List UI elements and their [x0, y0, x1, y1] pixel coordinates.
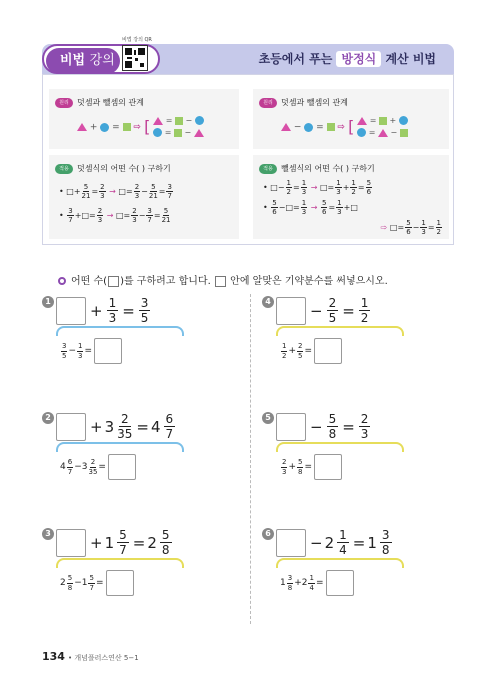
brace-icon: [ [348, 117, 355, 136]
qr-code[interactable] [122, 45, 148, 71]
problem-2 [42, 412, 222, 512]
problem-4 [262, 296, 442, 396]
circle-icon [304, 123, 313, 132]
answer-box[interactable] [56, 297, 86, 325]
problem-5 [262, 412, 442, 512]
triangle-icon [281, 123, 291, 131]
hint-equation: 2 5 8 − 1 $\frac{5}{7}$ = [60, 570, 134, 596]
problem-number: 1 [42, 296, 54, 308]
hint-brace [276, 558, 404, 568]
problem-equation: − 2 $\frac{1}{4}$ = 1 3 8 [276, 528, 394, 557]
hint-equation: 2 3 + $\frac{5}{8}$ = [280, 454, 342, 480]
problem-equation: + 1 $\frac{5}{7}$ = 2 5 8 [56, 528, 174, 557]
badge-text-a: 비법 [60, 53, 86, 68]
hint-brace [276, 442, 404, 452]
problem-number: 3 [42, 528, 54, 540]
problem-1 [42, 296, 222, 396]
bullet-circle-icon [58, 277, 66, 285]
problem-number: 4 [262, 296, 274, 308]
triangle-icon [77, 123, 87, 131]
page-footer [42, 650, 139, 663]
cell-title: 덧셈과 뺄셈의 관계 [281, 98, 348, 107]
answer-box[interactable] [56, 529, 86, 557]
hint-answer-box[interactable] [94, 338, 122, 364]
hint-equation: 1 2 + $\frac{2}{5}$ = [280, 338, 342, 364]
principle-tag: 원리 [55, 98, 73, 108]
principle-sub-add [253, 89, 449, 149]
principle-add-sub [49, 89, 239, 149]
hint-answer-box[interactable] [108, 454, 136, 480]
lesson-badge [46, 48, 120, 74]
qr-label: 비법 강의 QR [122, 37, 152, 43]
instr-text-c: 안에 알맞은 기약분수를 써넣으시오. [230, 276, 388, 287]
square-icon [123, 123, 131, 131]
hint-equation: 3 5 − $\frac{1}{3}$ = [60, 338, 122, 364]
hint-answer-box[interactable] [314, 338, 342, 364]
shape-relation: + = ⇨ [ = − = − [77, 115, 204, 139]
lesson-header [42, 37, 454, 74]
hint-brace [276, 326, 404, 336]
blank-box-icon [215, 276, 226, 287]
column-divider [250, 294, 251, 624]
principle-tag: 원리 [259, 98, 277, 108]
problem-equation: − $\frac{5}{8}$ = $\frac{2}{3}$ [276, 412, 372, 441]
answer-box[interactable] [276, 529, 306, 557]
apply-add [49, 155, 239, 239]
hint-brace [56, 326, 184, 336]
answer-box[interactable] [276, 297, 306, 325]
page-number: 134 [42, 650, 65, 663]
brace-icon: [ [144, 117, 151, 136]
problem-equation: + $\frac{1}{3}$ = $\frac{3}{5}$ [56, 296, 152, 325]
sub-example-2: • $\frac{5}{6}$ −□= $\frac{1}{3}$ → $\frac{5}{6}$ = $\frac{1}{3}$ +□ [263, 199, 358, 216]
hint-answer-box[interactable] [106, 570, 134, 596]
instr-text-b: )를 구하려고 합니다. [120, 276, 211, 287]
header-title-a: 초등에서 푸는 [258, 52, 333, 66]
problem-number: 5 [262, 412, 274, 424]
cell-title: 덧셈과 뺄셈의 관계 [77, 98, 144, 107]
hint-answer-box[interactable] [314, 454, 342, 480]
hint-answer-box[interactable] [326, 570, 354, 596]
answer-box[interactable] [56, 413, 86, 441]
apply-tag: 적용 [55, 164, 73, 174]
apply-sub [253, 155, 449, 239]
hint-equation: 1 3 8 + 2 $\frac{1}{4}$ = [280, 570, 354, 596]
problem-equation: + 3 $\frac{2}{35}$ = 4 6 7 [56, 412, 177, 441]
problem-6 [262, 528, 442, 628]
problem-number: 2 [42, 412, 54, 424]
problem-3 [42, 528, 222, 628]
answer-box[interactable] [276, 413, 306, 441]
arrow-icon: ⇨ [337, 122, 349, 133]
badge-text-b: 강의 [89, 53, 115, 68]
book-title: • 개념플러스연산 5−1 [67, 654, 139, 662]
hint-brace [56, 558, 184, 568]
cell-title: 뺄셈식의 어떤 수( ) 구하기 [281, 164, 375, 173]
summary-box [42, 74, 454, 245]
sub-example-result: ⇨ □= $\frac{5}{6}$ − $\frac{1}{3}$ = $\frac{1}{2}$ [380, 219, 441, 236]
add-example-2: • $\frac{3}{7}$ +□= $\frac{2}{3}$ → □= $\frac{2}{3}$ − $\frac{3}{7}$ = $\frac{5}{21}$ [59, 207, 171, 224]
hint-brace [56, 442, 184, 452]
add-example-1: • □+ $\frac{5}{21}$ = $\frac{2}{3}$ → □= $\frac{2}{3}$ − $\frac{5}{21}$ = $\frac{3}{7}$ [59, 183, 172, 200]
arrow-icon: ⇨ [133, 122, 145, 133]
circle-icon [100, 123, 109, 132]
apply-tag: 적용 [259, 164, 277, 174]
problem-equation: − $\frac{2}{5}$ = $\frac{1}{2}$ [276, 296, 372, 325]
problem-number: 6 [262, 528, 274, 540]
instr-text-a: 어떤 수( [71, 276, 108, 287]
header-title [259, 50, 436, 67]
square-icon [327, 123, 335, 131]
header-title-highlight: 방정식 [336, 51, 381, 67]
hint-equation: 4 6 7 − 3 $\frac{2}{35}$ = [60, 454, 136, 480]
shape-relation: − = ⇨ [ = + = − [281, 115, 408, 139]
header-title-b: 계산 비법 [385, 52, 436, 66]
instructions [58, 272, 388, 287]
blank-box-icon [108, 276, 119, 287]
sub-example-1: • □− $\frac{1}{2}$ = $\frac{1}{3}$ → □= $\frac{1}{3}$ + $\frac{1}{2}$ = $\frac{5}{6}$ [263, 179, 372, 196]
cell-title: 덧셈식의 어떤 수( ) 구하기 [77, 164, 171, 173]
